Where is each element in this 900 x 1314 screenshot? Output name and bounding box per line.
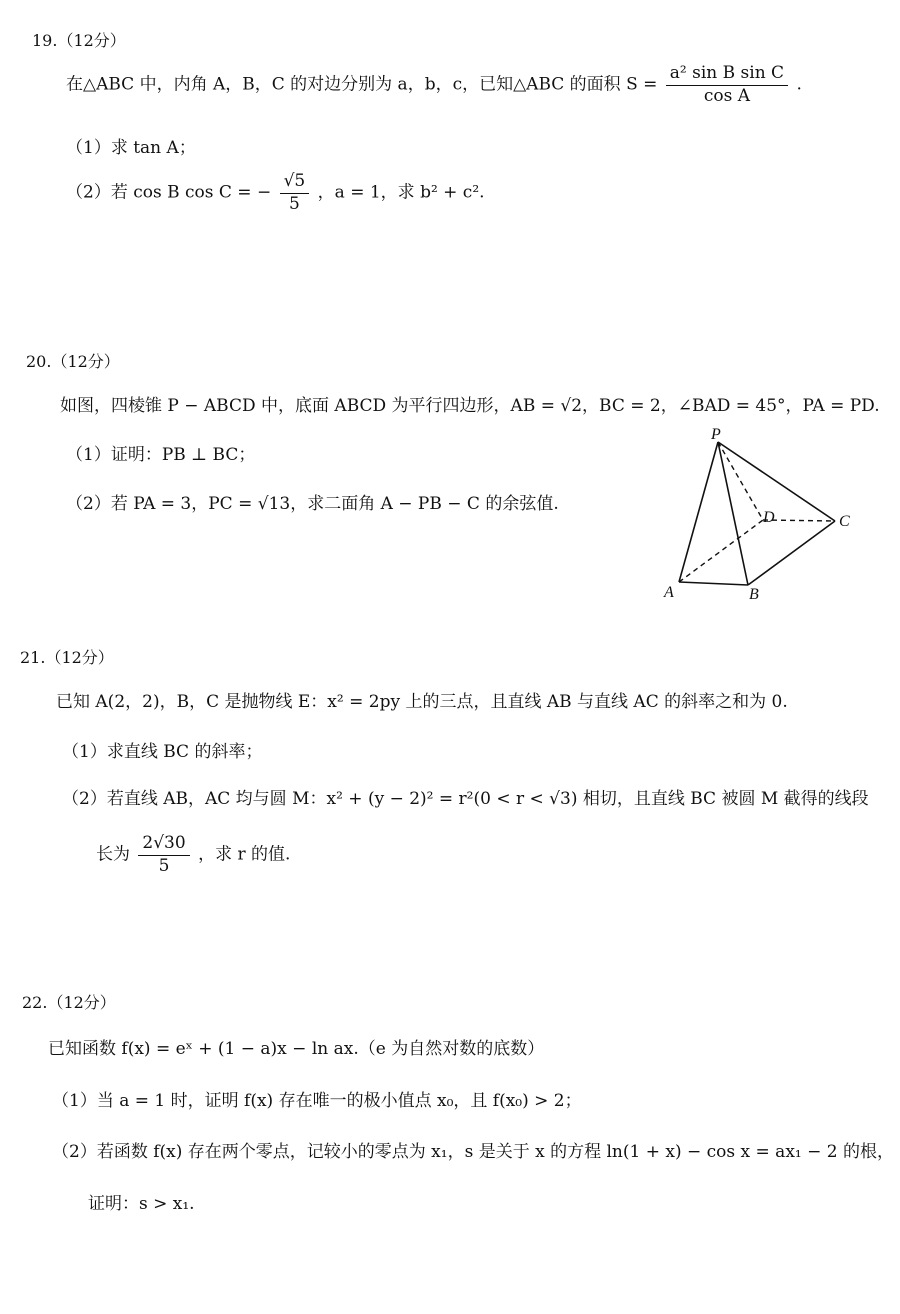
label-b: B (749, 586, 759, 603)
cos-fraction-numerator: √5 (280, 172, 310, 194)
chord-length-fraction (138, 834, 189, 876)
problem-21-length-label: 长为 (96, 844, 130, 865)
cos-fraction (280, 172, 310, 214)
label-d: D (763, 509, 775, 526)
chord-fraction-numerator: 2√30 (138, 834, 189, 856)
problem-19-part-2-text: （2）若 cos B cos C = − (66, 182, 272, 203)
edge-pa (679, 442, 718, 582)
problem-19-stem (66, 64, 802, 106)
problem-19-part-1: （1）求 tan A； (66, 138, 196, 158)
edge-ad-hidden (679, 520, 763, 582)
edge-pc (718, 442, 835, 521)
problem-22-heading: 22.（12分） (22, 993, 116, 1012)
problem-21-heading: 21.（12分） (20, 648, 114, 667)
problem-20-part-1: （1）证明：PB ⊥ BC； (66, 445, 256, 465)
problem-22-part-2: （2）若函数 f(x) 存在两个零点，记较小的零点为 x₁，s 是关于 x 的方程 ln(1 + x) − cos x = ax₁ − 2 的根， (52, 1142, 894, 1162)
problem-19-stem-text: 在△ABC 中，内角 A，B，C 的对边分别为 a，b，c，已知△ABC 的面积 S = (66, 74, 658, 95)
problem-21-part-2-cont (96, 834, 290, 876)
label-a: A (664, 584, 674, 601)
edge-bc (748, 521, 835, 585)
problem-19-stem-end: . (796, 74, 802, 95)
problem-19-heading: 19.（12分） (32, 31, 126, 50)
problem-21-part-2-end: ，求 r 的值. (198, 844, 291, 865)
problem-22-stem: 已知函数 f(x) = eˣ + (1 − a)x − ln ax.（e 为自然对数的底数） (48, 1039, 545, 1059)
edge-pd-hidden (718, 442, 763, 520)
edge-pb (718, 442, 748, 585)
pyramid-figure (655, 425, 855, 605)
problem-22-part-1: （1）当 a = 1 时，证明 f(x) 存在唯一的极小值点 x₀，且 f(x₀) > 2； (52, 1091, 582, 1111)
area-fraction (666, 64, 788, 106)
area-fraction-denominator: cos A (703, 85, 751, 106)
edge-ab (679, 582, 748, 585)
problem-21-part-2: （2）若直线 AB，AC 均与圆 M：x² + (y − 2)² = r²(0 < r < √3) 相切，且直线 BC 被圆 M 截得的线段 (62, 789, 869, 809)
problem-19-part-2 (66, 172, 485, 214)
cos-fraction-denominator: 5 (289, 193, 300, 214)
problem-19-part-2-end: ，a = 1，求 b² + c². (317, 182, 485, 203)
label-c: C (839, 513, 850, 530)
problem-21-stem: 已知 A(2，2)，B，C 是抛物线 E：x² = 2py 上的三点，且直线 AB 与直线 AC 的斜率之和为 0. (56, 692, 788, 712)
problem-22-part-2-cont: 证明：s > x₁. (88, 1194, 195, 1214)
chord-fraction-denominator: 5 (158, 855, 170, 876)
problem-20-heading: 20.（12分） (26, 352, 120, 371)
problem-20-stem: 如图，四棱锥 P − ABCD 中，底面 ABCD 为平行四边形，AB = √2，BC = 2，∠BAD = 45°，PA = PD. (60, 396, 880, 416)
problem-20-part-2: （2）若 PA = 3，PC = √13，求二面角 A − PB − C 的余弦值. (66, 494, 559, 514)
problem-21-part-1: （1）求直线 BC 的斜率； (62, 742, 263, 762)
label-p: P (711, 426, 721, 443)
area-fraction-numerator: a² sin B sin C (666, 64, 788, 86)
